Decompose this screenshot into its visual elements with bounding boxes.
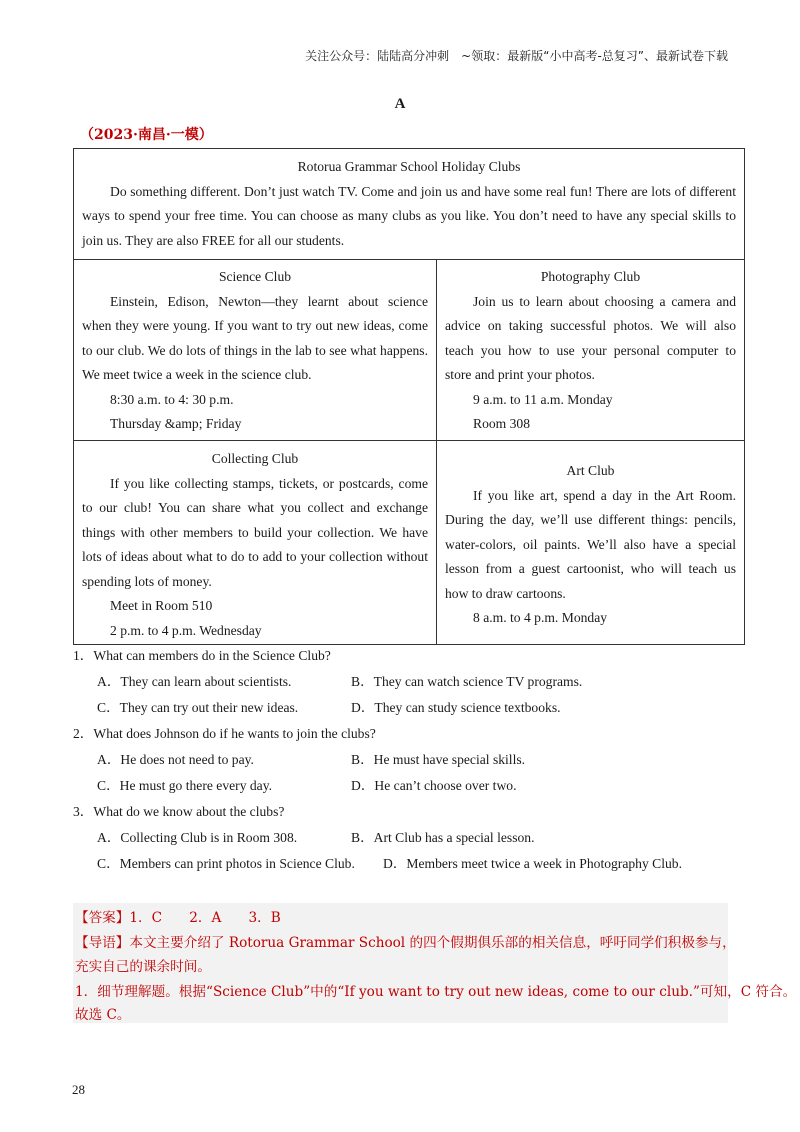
- exam-source: （2023·南昌·一模）: [80, 127, 213, 143]
- guide-text-continued: 充实自己的课余时间。: [75, 959, 211, 975]
- option-d: D．They can study science textbooks.: [351, 700, 561, 715]
- club-time: 8:30 a.m. to 4: 30 p.m.: [110, 391, 234, 407]
- option-row: [73, 776, 753, 802]
- option-row: [73, 854, 753, 880]
- explanation-conclusion: 故选 C。: [75, 1007, 131, 1023]
- club-time: 8 a.m. to 4 p.m. Monday: [473, 610, 608, 625]
- question-stem: 2．What does Johnson do if he wants to join the clubs?: [73, 726, 376, 741]
- option-d: D．Members meet twice a week in Photography Club.: [383, 856, 682, 871]
- club-name: Photography Club: [540, 269, 641, 284]
- option-b: B．He must have special skills.: [351, 752, 526, 767]
- option-b: B．They can watch science TV programs.: [351, 674, 583, 689]
- page-header: 关注公众号：陆陆高分冲刺 ~领取：最新版“小中高考-总复习”、最新试卷下载: [305, 49, 728, 63]
- club-description: Join us to learn about choosing a camera and advice on taking successful photos. We will also teach you how to use your personal computer to store and print your photos.: [445, 293, 736, 382]
- question-stem: 1．What can members do in the Science Club?: [73, 648, 331, 663]
- club-notice-table: [73, 148, 745, 645]
- collecting-club-cell: [74, 441, 437, 644]
- club-time: 9 a.m. to 11 a.m. Monday: [473, 391, 613, 407]
- answer-key: 【答案】1．C 2．A 3．B: [75, 910, 281, 926]
- club-room: Meet in Room 510: [110, 598, 213, 613]
- club-time: 2 p.m. to 4 p.m. Wednesday: [110, 622, 262, 638]
- club-room: Room 308: [473, 416, 531, 431]
- option-row: [73, 828, 753, 854]
- club-name: Science Club: [218, 269, 292, 284]
- question-list: [73, 646, 753, 880]
- notice-title: Rotorua Grammar School Holiday Clubs: [297, 159, 521, 174]
- club-description: If you like art, spend a day in the Art Room. During the day, we’ll use different things: pencils, water-colors, oil paints. We’ll also have a special lesson from a guest cartoonist, who will teach us how to draw cartoons.: [445, 487, 736, 601]
- club-description: If you like collecting stamps, tickets, or postcards, come to our club! You can share what you collect and exchange things with other members to build your collection. We have lots of ideas about what to do to add to your collection without spending lots of money.: [82, 475, 428, 589]
- page-number: 28: [72, 1082, 85, 1097]
- club-days: Thursday &amp; Friday: [110, 416, 242, 431]
- option-c: C．He must go there every day.: [97, 778, 273, 793]
- science-club-cell: [74, 259, 437, 441]
- option-c: C．Members can print photos in Science Club.: [97, 856, 355, 871]
- notice-intro-text: Do something different. Don’t just watch TV. Come and join us and have some real fun! There are lots of different ways to spend your free time. You can choose as many clubs as you like. You don’t need to have any special skills to join us. They are also FREE for all our students.: [82, 183, 736, 248]
- option-a: A．Collecting Club is in Room 308.: [97, 830, 298, 845]
- notice-intro-cell: [74, 149, 744, 260]
- option-row: [73, 672, 753, 698]
- option-b: B．Art Club has a special lesson.: [351, 830, 535, 845]
- club-name: Collecting Club: [211, 451, 299, 466]
- answer-explanation: [73, 903, 797, 1023]
- explanation-q1: 1．细节理解题。根据“Science Club”中的“If you want to try out new ideas, come to our club.”可知，C 符合。: [75, 984, 797, 1000]
- option-row: [73, 698, 753, 724]
- question-stem: 3．What do we know about the clubs?: [73, 804, 285, 819]
- option-a: A．He does not need to pay.: [97, 752, 254, 767]
- club-description: Einstein, Edison, Newton—they learnt about science when they were young. If you want to try out new ideas, come to our club. We do lots of things in the lab to see what happens. We meet twice a week in the science club.: [82, 293, 428, 382]
- option-row: [73, 750, 753, 776]
- art-club-cell: [437, 441, 744, 644]
- option-c: C．They can try out their new ideas.: [97, 700, 299, 715]
- section-letter: A: [394, 96, 406, 112]
- guide-text: 【导语】本文主要介绍了 Rotorua Grammar School 的四个假期俱乐部的相关信息，呼吁同学们积极参与，: [75, 935, 736, 951]
- option-d: D．He can’t choose over two.: [351, 778, 517, 793]
- club-name: Art Club: [566, 463, 615, 478]
- photography-club-cell: [437, 259, 744, 441]
- option-a: A．They can learn about scientists.: [97, 674, 292, 689]
